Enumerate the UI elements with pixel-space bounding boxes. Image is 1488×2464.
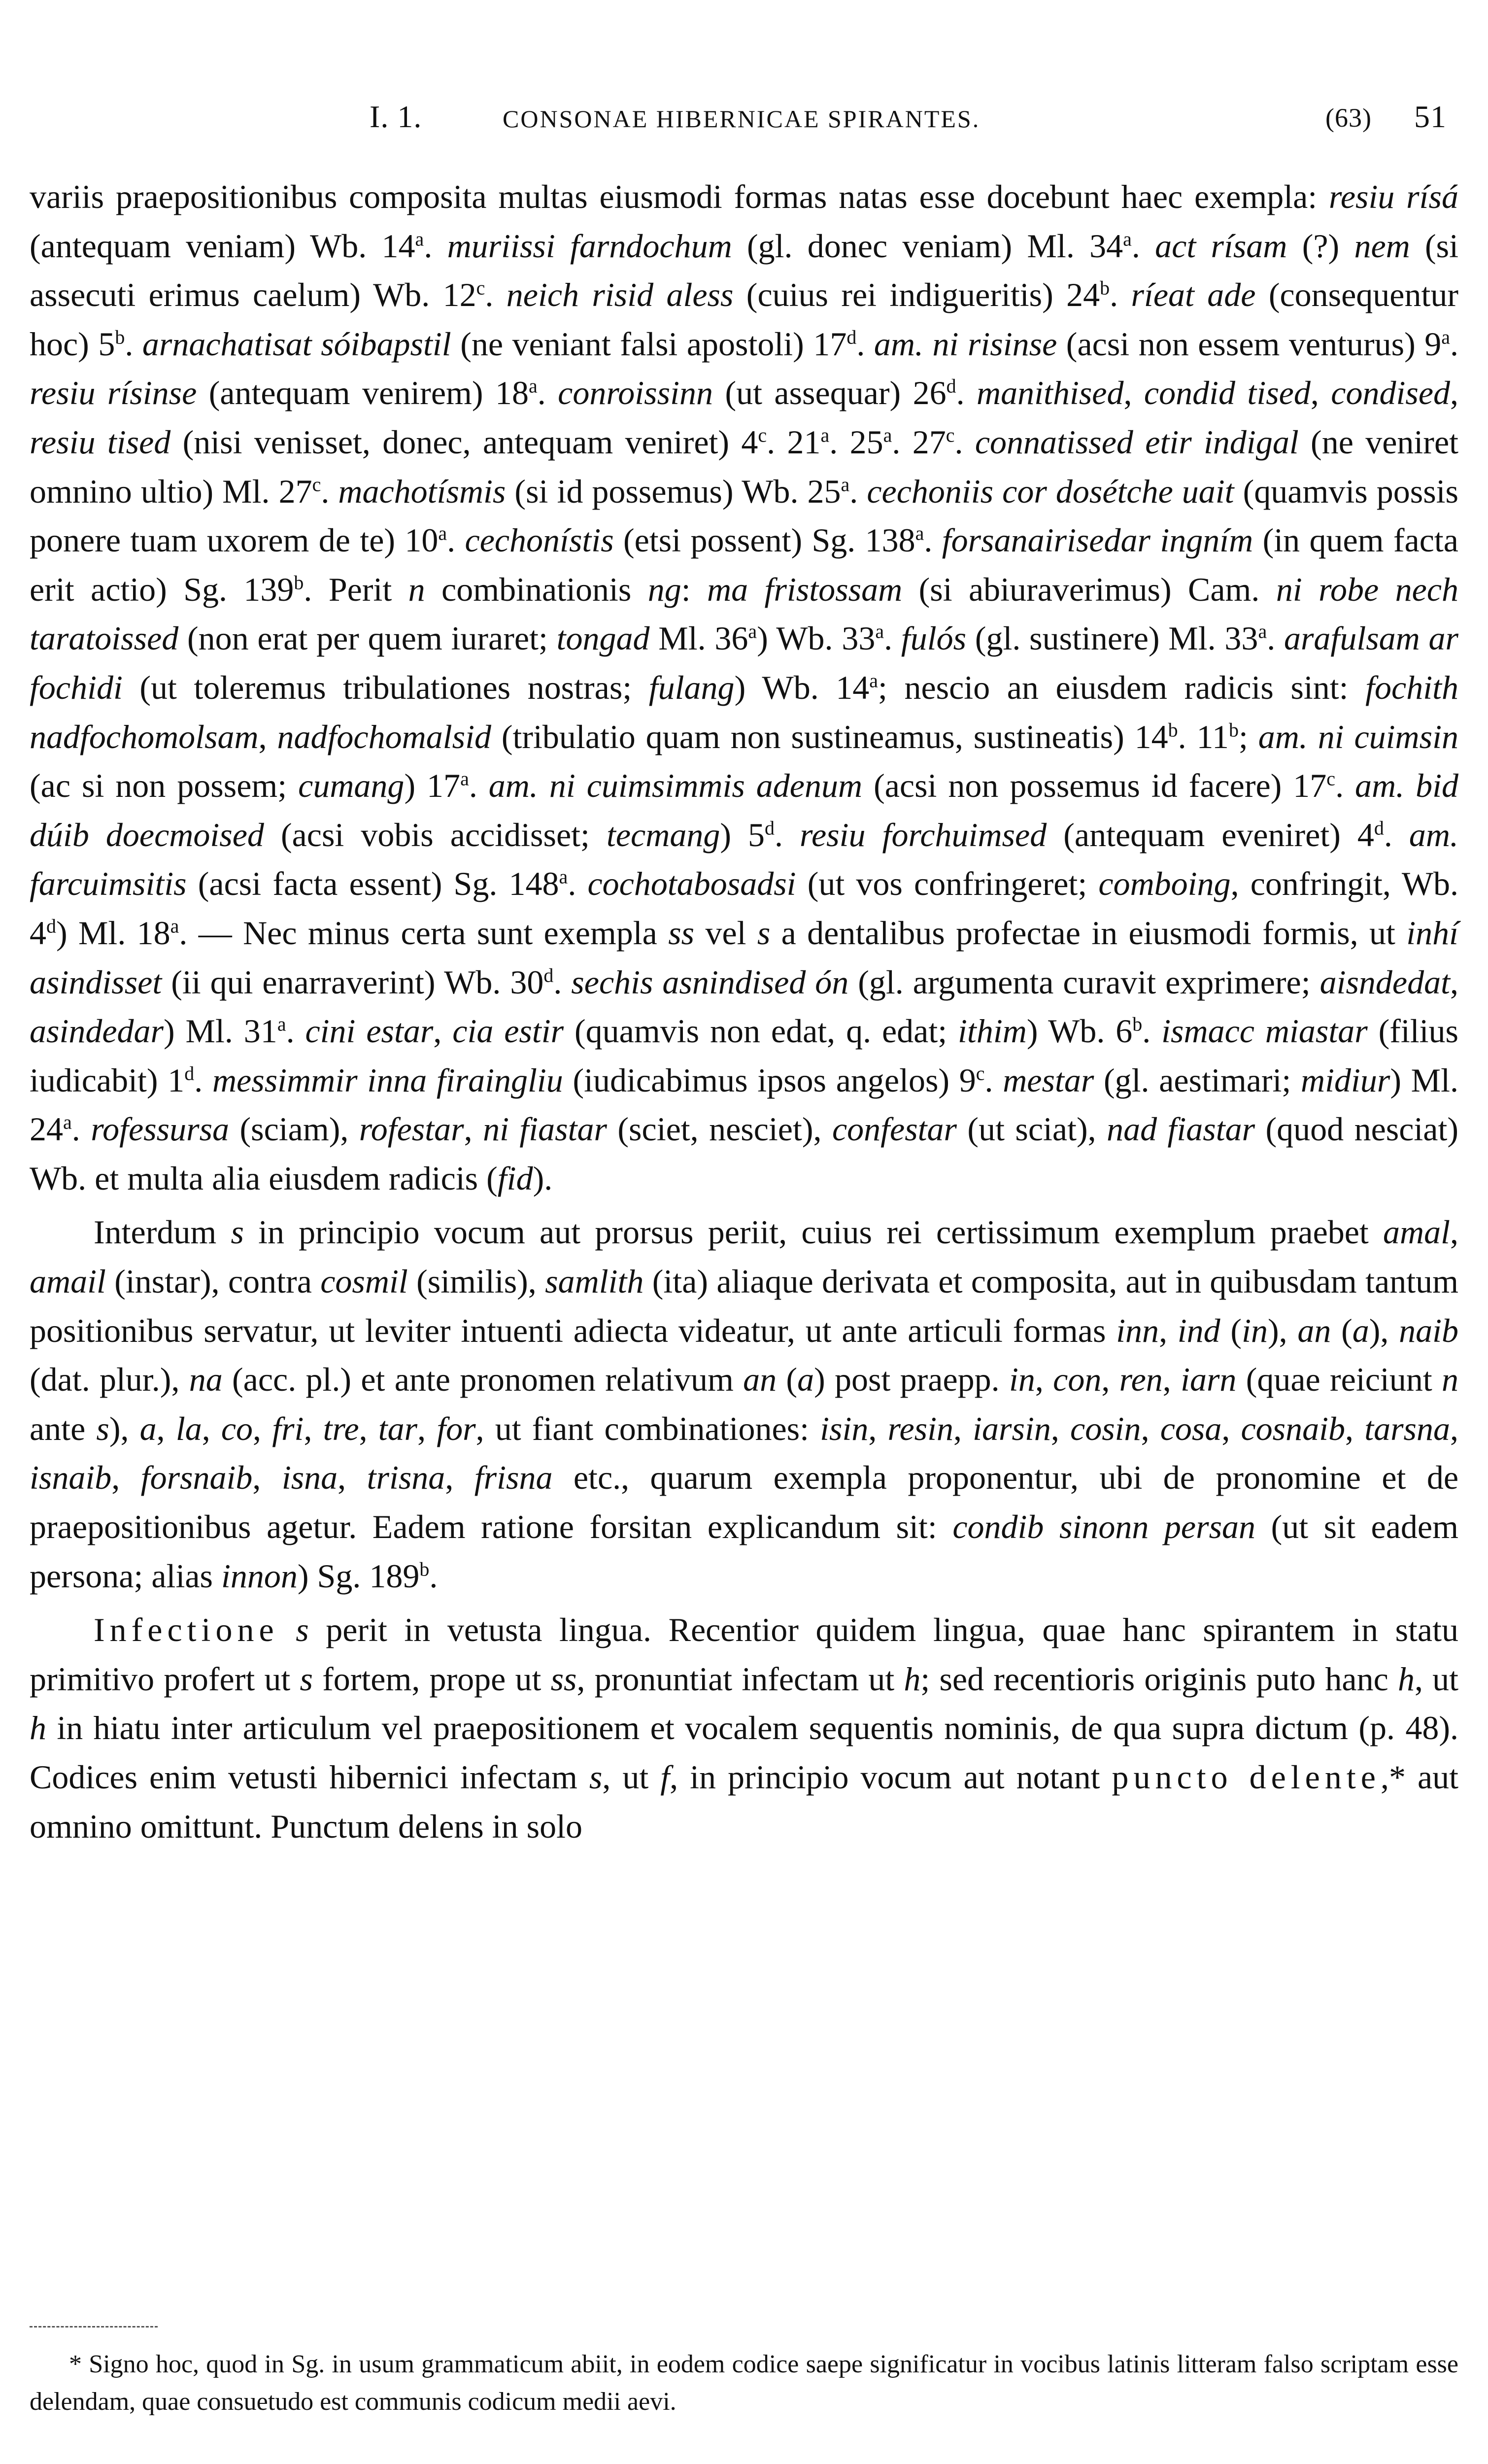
paragraph-2: Interdum s in principio vocum aut prorsus periit, cuius rei certissimum exemplum praebet amal, amail (instar), contra cosmil (similis), samlith (ita) aliaque derivata et composita, aut in quibusdam tantum positionibus servatur, ut leviter intuenti adiecta videatur, ut ante articuli formas inn, ind (in), an (a), naib (dat. plur.), na (acc. pl.) et ante pronomen relativum an (a) post praepp. in, con, ren, iarn (quae reiciunt n ante s), a, la, co, fri, tre, tar, for, ut fiant combinationes: isin, resin, iarsin, cosin, cosa, cosnaib, tarsna, isnaib, forsnaib, isna, trisna, frisna etc., quarum exempla proponentur, ubi de pronomine et de praepositionibus agetur. Eadem ratione forsitan explicandum sit: condib sinonn persan (ut sit eadem persona; alias innon) Sg. 189$^b$. bbox=[30, 1213, 1459, 1595]
paragraph-3: Infectione s perit in vetusta lingua. Recentior quidem lingua, quae hanc spirantem in statu primitivo profert ut s fortem, prope ut ss, pronuntiat infectam ut h; sed recentioris originis puto hanc h, ut h in hiatu inter articulum vel praepositionem et vocalem sequentis nominis, de qua supra dictum (p. 48). Codices enim vetusti hibernici infectam s, ut f, in principio vocum aut notant puncto delente,* aut omnino omittunt. Punctum delens in solo bbox=[30, 1611, 1459, 1845]
footnote-rule bbox=[30, 2326, 158, 2327]
running-header bbox=[30, 79, 1458, 143]
header-title: CONSONAE HIBERNICAE SPIRANTES. bbox=[503, 105, 981, 133]
main-text bbox=[30, 172, 1458, 1851]
paragraph-1: variis praepositionibus composita multas eiusmodi formas natas esse docebunt haec exempla: resiu rísá (antequam veniam) Wb. 14$^a$. muriissi farndochum (gl. donec veniam) Ml. 34$^a$. act rísam (?) nem (si assecuti erimus caelum) Wb. 12$^c$. neich risid aless (cuius rei indigueritis) 24$^b$. ríeat ade (consequentur hoc) 5$^b$. arnachatisat sóibapstil (ne veniant falsi apostoli) 17$^d$. am. ni risinse (acsi non essem venturus) 9$^a$. resiu rísinse (antequam venirem) 18$^a$. conroissinn (ut assequar) 26$^d$. manithised, condid tised, condised, resiu tised (nisi venisset, donec, antequam veniret) 4$^c$. 21$^a$. 25$^a$. 27$^c$. connatissed etir indigal (ne veniret omnino ultio) Ml. 27$^c$. machotísmis (si id possemus) Wb. 25$^a$. cechoniis cor dosétche uait (quamvis possis ponere tuam uxorem de te) 10$^a$. cechonístis (etsi possent) Sg. 138$^a$. forsanairisedar ingním (in quem facta erit actio) Sg. 139$^b$. Perit n combinationis ng: ma fristossam (si abiuraverimus) Cam. ni robe nech taratoissed (non erat per quem iuraret; tongad Ml. 36$^a$) Wb. 33$^a$. fulós (gl. sustinere) Ml. 33$^a$. arafulsam ar fochidi (ut toleremus tribulationes nostras; fulang) Wb. 14$^a$; nescio an eiusdem radicis sint: fochith nadfochomolsam, nadfochomalsid (tribulatio quam non sustineamus, sustineatis) 14$^b$. 11$^b$; am. ni cuimsin (ac si non possem; cumang) 17$^a$. am. ni cuimsimmis adenum (acsi non possemus id facere) 17$^c$. am. bid dúib doecmoised (acsi vobis accidisset; tecmang) 5$^d$. resiu forchuimsed (antequam eveniret) 4$^d$. am. farcuimsitis (acsi facta essent) Sg. 148$^a$. cochotabosadsi (ut vos confringeret; comboing, confringit, Wb. 4$^d$) Ml. 18$^a$. — Nec minus certa sunt exempla ss vel s a dentalibus profectae in eiusmodi formis, ut inhí asindisset (ii qui enarraverint) Wb. 30$^d$. sechis asnindised ón (gl. argumenta curavit exprimere; aisndedat, asindedar) Ml. 31$^a$. cini estar, cia estir (quamvis non edat, q. edat; ithim) Wb. 6$^b$. ismacc miastar (filius iudicabit) 1$^d$. messimmir inna firaingliu (iudicabimus ipsos angelos) 9$^c$. mestar (gl. aestimari; midiur) Ml. 24$^a$. rofessursa (sciam), rofestar, ni fiastar (sciet, nesciet), confestar (ut sciat), nad fiastar (quod nesciat) Wb. et multa alia eiusdem radicis (fid). bbox=[30, 178, 1459, 1197]
original-page-number: (63) bbox=[1325, 103, 1372, 133]
footnote bbox=[30, 2346, 1458, 2421]
page-number: 51 bbox=[1414, 99, 1447, 134]
section-number: I. 1. bbox=[370, 99, 422, 134]
footnote-text: * Signo hoc, quod in Sg. in usum grammaticum abiit, in eodem codice saepe significatur in vocibus latinis litteram falso scriptam esse delendam, quae consuetudo est communis codicum medii aevi. bbox=[30, 2350, 1458, 2416]
page bbox=[30, 0, 1458, 2464]
